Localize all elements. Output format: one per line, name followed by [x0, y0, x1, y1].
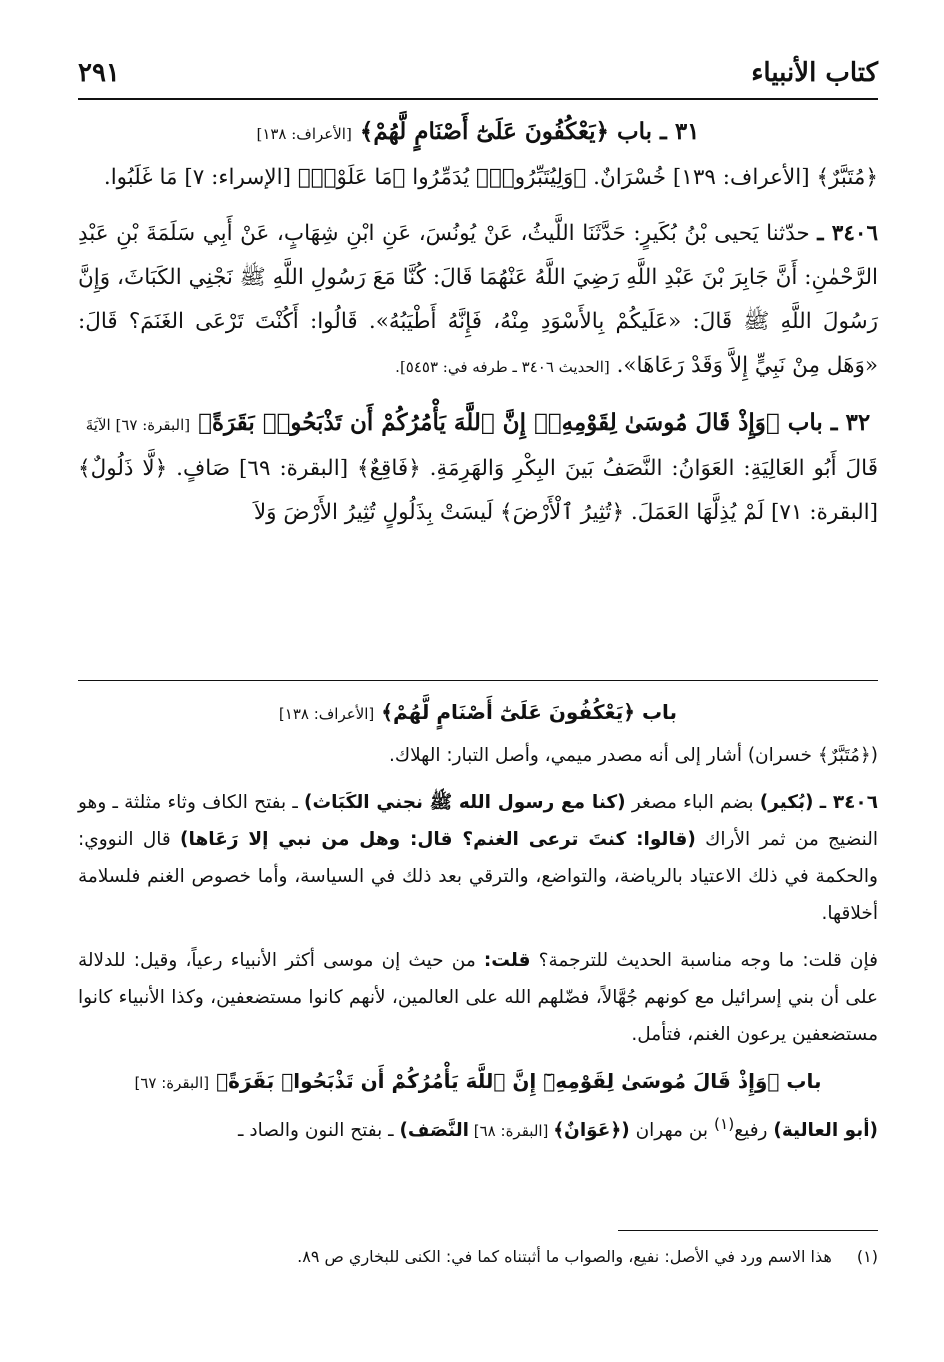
sharh-bab-2-heading [78, 1063, 878, 1102]
footnote-rule [618, 1230, 878, 1231]
footnote-marker[interactable]: (١) [713, 1115, 735, 1133]
chapter-32-label: ٣٢ ـ باب [787, 409, 871, 436]
sharh-bab-2-verse: ﴿وَإِذْ قَالَ مُوسَىٰ لِقَوْمِهِۦٓ إِنَّ ٱللَّهَ يَأْمُرُكُمْ أَن تَذْبَحُوا۟ بَقَرَةً﴾ [216, 1069, 780, 1093]
section-divider [78, 680, 878, 681]
chapter-31-heading [78, 110, 878, 156]
chapter-32-verse: ﴿وَإِذْ قَالَ مُوسَىٰ لِقَوْمِهِۦٓ إِنَّ ٱللَّهَ يَأْمُرُكُمْ أَن تَذْبَحُوا۟ بَقَرَةً﴾ [198, 409, 780, 436]
sharh-bab-1-verse: ﴿يَعْكُفُونَ عَلَىٰٓ أَصْنَامٍ لَّهُمْ﴾ [381, 700, 635, 724]
sharh-3406-text-1: بضم الباء مصغر [625, 792, 760, 813]
sharh-question-text-2: من حيث إن موسى أكثر الأنبياء رعياً، وقيل: للدلالة على أن بني إسرائيل مع كونهم جُهَّالاً، فضّلهم الله على العالمين، لأنهم كانوا مستضعفين، وكذا الأنبياء كانوا مستضعفين يرعون الغنم، فتأمل. [78, 950, 878, 1045]
chapter-32-ref: [البقرة: ٦٧] الآيَةَ [85, 416, 191, 434]
book-title: كتاب الأنبياء [751, 58, 878, 88]
hadith-3406 [78, 212, 878, 389]
chapter-31-ref: [الأعراف: ١٣٨] [256, 125, 352, 143]
sharh-abu-aliya [78, 1106, 878, 1150]
chapter-32-heading [78, 401, 878, 447]
sharh-3406-lemma-3: (قالوا: كنتَ ترعى الغنم؟ قال: وهل من نبي إلا رَعَاها) [180, 829, 696, 850]
hadith-3406-number: ٣٤٠٦ ـ [817, 221, 878, 246]
running-header [78, 58, 878, 100]
sharh-bab-2-label: باب [786, 1069, 822, 1093]
sharh-abu-lemma-3: النَّصَف) [399, 1120, 469, 1142]
sharh-abu-text-2: بن مهران [629, 1120, 714, 1142]
sharh-question-text-1: فإن قلت: ما وجه مناسبة الحديث للترجمة؟ [530, 950, 878, 971]
sharh-bab-1-ref: [الأعراف: ١٣٨] [278, 705, 375, 723]
footnote-number: (١) [856, 1247, 878, 1266]
sharh-bab-1-heading [78, 694, 878, 733]
sharh-abu-ref: [البقرة: ٦٨] [469, 1122, 554, 1141]
sharh-3406-text-3: قال النووي: والحكمة في ذلك الاعتياد بالرياضة، والتواضع، والترقي بعد ذلك في السياسة، وأما خصوص الغنم فلسلامة أخلاقها. [78, 829, 878, 924]
hadith-3406-text: حدّثنا يَحيى بْنُ بُكَيرٍ: حَدَّثَنَا اللَّيثُ، عَنْ يُونُسَ، عَنِ ابْنِ شِهَابٍ، عَنْ أَبِي سَلَمَةَ بْنِ عَبْدِ الرَّحْمٰنِ: أَنَّ جَابِرَ بْنَ عَبْدِ اللَّهِ رَضِيَ اللَّهُ عَنْهُمَا قَالَ: كُنَّا مَعَ رَسُولِ اللَّهِ ﷺ نَجْنِي الكَبَاثَ، وَإِنَّ رَسُولَ اللَّهِ ﷺ قَالَ: «عَلَيكُمْ بِالأَسْوَدِ مِنْهُ، فَإِنَّهُ أَطْيَبُهُ». قَالُوا: أَكُنْتَ تَرْعَى الغَنَمَ؟ قَالَ: «وَهَل مِنْ نَبِيٍّ إِلاَّ وَقَدْ رَعَاهَا». [78, 221, 878, 378]
sharh-question [78, 942, 878, 1053]
sharh-abu-text-1: رفيع [734, 1120, 774, 1142]
page [78, 0, 878, 1362]
chapter-31-label: ٣١ ـ باب [616, 118, 700, 145]
chapter-32-text: قَالَ أَبُو العَالِيَةِ: العَوَانُ: النَّصَفُ بَينَ البِكْرِ وَالهَرِمَةِ. ﴿فَاقِعٌ﴾ [البقرة: ٦٩] صَافٍ. ﴿لَّا ذَلُولٌ﴾ [البقرة: ٧١] لَمْ يُذِلَّهَا العَمَلَ. ﴿تُثِيرُ ٱلْأَرْضَ﴾ لَيسَتْ بِذَلُولٍ تُثِيرُ الأَرْضَ وَلاَ [78, 456, 878, 525]
sharh-section [78, 694, 878, 1150]
sharh-3406-lemma-1: (بُكير) [759, 792, 814, 813]
sharh-question-qult: قلت: [483, 950, 531, 971]
sharh-3406-number: ٣٤٠٦ ـ [819, 792, 878, 813]
hadith-3406-ref: [الحديث ٣٤٠٦ ـ طرفه في: ٥٤٥٣]. [395, 358, 610, 376]
sharh-3406 [78, 784, 878, 932]
sharh-bab-1-label: باب [641, 700, 678, 724]
footnote [78, 1244, 878, 1270]
sharh-3406-text-2: ـ بفتح الكاف وثاء مثلثة ـ وهو النضيج من ثمر الأراك [78, 792, 878, 850]
sharh-3406-lemma-2: (كنا مع رسول الله ﷺ نجني الكَبَاث) [304, 792, 626, 813]
sharh-abu-text-3: ـ بفتح النون والصاد ـ [238, 1120, 400, 1142]
chapter-31-text: ﴿مُتَبَّرٌ﴾ [الأعراف: ١٣٩] خُسْرَانٌ. ﴿وَلِيُتَبِّرُوا۟﴾ يُدَمِّرُوا ﴿مَا عَلَوْا۟﴾ [الإسراء: ٧] مَا غَلَبُوا. [103, 165, 878, 190]
sharh-abu-lemma-1: (أبو العالية) [773, 1120, 878, 1142]
chapter-31-verse: ﴿يَعْكُفُونَ عَلَىٰٓ أَصْنَامٍ لَّهُمْ﴾ [359, 118, 609, 145]
sharh-abu-lemma-2: (﴿عَوَانٌ﴾ [553, 1120, 630, 1142]
sharh-bab-2-ref: [البقرة: ٦٧] [134, 1074, 210, 1092]
sharh-bab-1-text: (﴿مُتَبَّرٌ﴾ خسران) أشار إلى أنه مصدر ميمي، وأصل التبار: الهلاك. [389, 745, 878, 766]
footnote-text: هذا الاسم ورد في الأصل: نفيع، والصواب ما أثبتناه كما في: الكنى للبخاري ص ٨٩. [297, 1247, 832, 1266]
matn-section [78, 110, 878, 535]
page-number: ٢٩١ [78, 58, 120, 88]
